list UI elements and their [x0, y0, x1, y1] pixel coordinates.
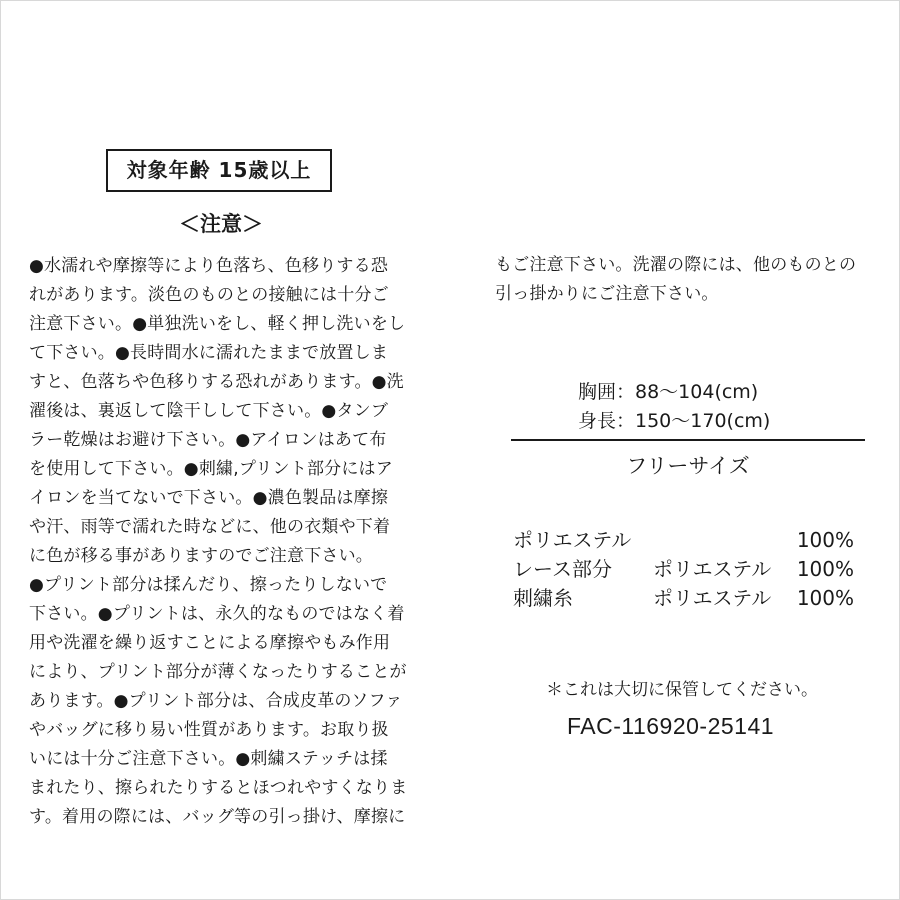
- notice-line: あります。●プリント部分は、合成皮革のソファ: [29, 691, 403, 711]
- notice-line: 下さい。●プリントは、永久的なものではなく着: [29, 604, 405, 624]
- material-part: 刺繍糸: [513, 586, 573, 610]
- age-target-box: 対象年齢 15歳以上: [106, 149, 332, 192]
- size-divider: [511, 439, 865, 441]
- material-percent: 100%: [796, 528, 854, 552]
- keep-notice: ＊これは大切に保管してください。: [546, 680, 818, 700]
- notice-line: イロンを当てないで下さい。●濃色製品は摩擦: [29, 488, 389, 508]
- material-part: ポリエステル: [513, 528, 632, 552]
- notice-line: やバッグに移り易い性質があります。お取り扱: [29, 720, 389, 740]
- notice-line: いには十分ご注意下さい。●刺繍ステッチは揉: [29, 749, 388, 769]
- notice-line: まれたり、擦られたりするとほつれやすくなりま: [29, 778, 408, 798]
- notice-line: 注意下さい。●単独洗いをし、軽く押し洗いをし: [29, 314, 406, 334]
- care-notice-left-column: [29, 252, 407, 832]
- notice-line: ●プリント部分は揉んだり、擦ったりしないで: [29, 575, 388, 595]
- notice-line: により、プリント部分が薄くなったりすることが: [29, 662, 407, 682]
- caution-heading: ＜注意＞: [179, 212, 263, 236]
- material-row: [513, 525, 858, 555]
- notice-line: や汗、雨等で濡れた時などに、他の衣類や下着: [29, 517, 391, 537]
- notice-line: 濯後は、裏返して陰干しして下さい。●タンブ: [29, 401, 389, 421]
- notice-line: れがあります。淡色のものとの接触には十分ご: [29, 285, 389, 305]
- material-row: [513, 583, 858, 613]
- material-percent: 100%: [796, 557, 854, 581]
- notice-line: 用や洗濯を繰り返すことによる摩擦やもみ作用: [29, 633, 391, 653]
- notice-line: を使用して下さい。●刺繍,プリント部分にはア: [29, 459, 393, 479]
- material-fabric: ポリエステル: [653, 557, 772, 581]
- size-label: フリーサイズ: [626, 454, 750, 478]
- notice-line: もご注意下さい。洗濯の際には、他のものとの: [495, 255, 857, 275]
- notice-line: て下さい。●長時間水に濡れたままで放置しま: [29, 343, 389, 363]
- height-measurement: 身長：150～170(cm): [578, 410, 771, 432]
- notice-line: ラー乾燥はお避け下さい。●アイロンはあて布: [29, 430, 387, 450]
- notice-line: す。着用の際には、バッグ等の引っ掛け、摩擦に: [29, 807, 406, 827]
- material-row: [513, 554, 858, 584]
- care-notice-right-column: [495, 251, 856, 309]
- material-percent: 100%: [796, 586, 854, 610]
- notice-line: ●水濡れや摩擦等により色落ち、色移りする恐: [29, 256, 389, 276]
- notice-line: に色が移る事がありますのでご注意下さい。: [29, 546, 373, 566]
- notice-line: すと、色落ちや色移りする恐れがあります。●洗: [29, 372, 404, 392]
- notice-line: 引っ掛かりにご注意下さい。: [495, 284, 719, 304]
- material-part: レース部分: [513, 557, 612, 581]
- product-code: FAC-116920-25141: [567, 713, 775, 739]
- chest-measurement: 胸囲：88～104(cm): [578, 381, 759, 403]
- material-fabric: ポリエステル: [653, 586, 772, 610]
